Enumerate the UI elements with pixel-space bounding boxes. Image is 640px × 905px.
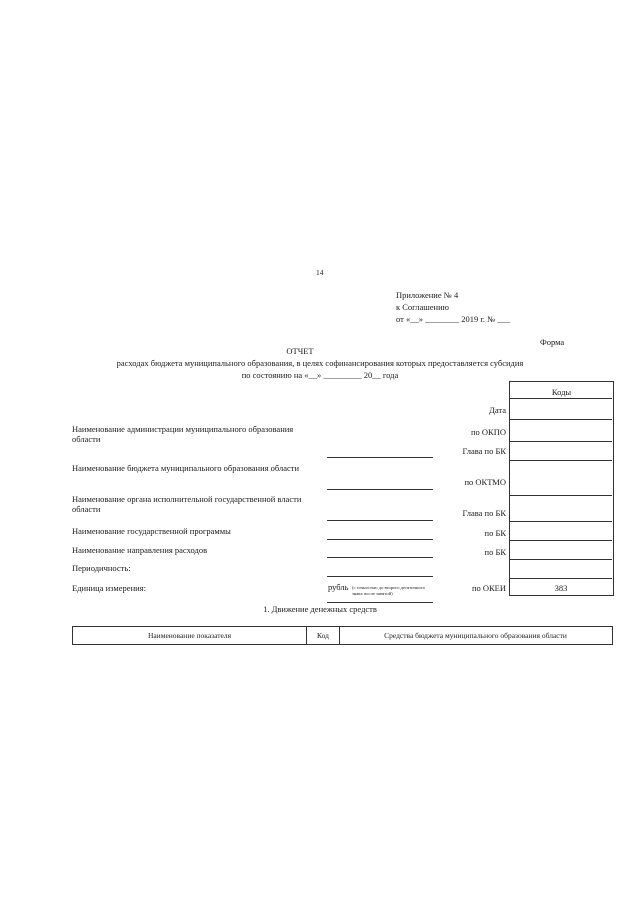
admin-name-label: Наименование администрации муниципального образования области: [72, 424, 294, 444]
codes-divider: [510, 559, 612, 560]
periodicity-label: Периодичность:: [72, 563, 131, 573]
budget-name-field: [327, 489, 433, 490]
okei-code-value: 383: [554, 583, 568, 593]
form-label: Форма: [540, 337, 565, 347]
bk-label-2: по БК: [484, 547, 506, 557]
appendix-line-1: Приложение № 4: [396, 290, 459, 300]
table-col-municipal-funds: Средства бюджета муниципального образования области: [384, 631, 567, 640]
codes-divider: [510, 578, 612, 579]
okpo-label: по ОКПО: [470, 427, 506, 437]
page-number: 14: [316, 268, 324, 277]
appendix-line-3: от «__» ________ 2019 г. № ___: [396, 314, 511, 324]
codes-divider: [510, 540, 612, 541]
organ-name-field: [327, 520, 433, 521]
organ-name-label: Наименование органа исполнительной государственной власти области: [72, 494, 302, 514]
codes-divider: [510, 398, 612, 399]
glava-bk-label-2: Глава по БК: [462, 508, 506, 518]
program-name-field: [327, 539, 433, 540]
bk-label: по БК: [484, 528, 506, 538]
unit-field: [327, 602, 433, 603]
date-label: Дата: [489, 405, 506, 415]
periodicity-field: [327, 576, 433, 577]
report-title: ОТЧЕТ: [286, 346, 314, 356]
codes-divider: [510, 419, 612, 420]
unit-value: рубль: [328, 582, 349, 592]
direction-name-label: Наименование направления расходов: [72, 545, 208, 555]
oktmo-label: по ОКТМО: [464, 477, 506, 487]
budget-name-label: Наименование бюджета муниципального образования области: [72, 463, 300, 473]
glava-bk-label: Глава по БК: [462, 446, 506, 456]
program-name-label: Наименование государственной программы: [72, 526, 231, 536]
report-date-line: по состоянию на «__» _________ 20__ года: [241, 370, 399, 380]
section-1-title: 1. Движение денежных средств: [263, 604, 377, 614]
unit-precision-note: (с точностью до второго десятичного знака после запятой): [352, 585, 425, 596]
table-col-indicator-name: Наименование показателя: [147, 631, 232, 640]
table-col-code: Код: [317, 631, 329, 640]
okei-label: по ОКЕИ: [471, 583, 506, 593]
report-subtitle: расходах бюджета муниципального образования, в целях софинансирования которых предоставляется субсидия: [116, 358, 524, 368]
appendix-line-2: к Соглашению: [396, 302, 450, 312]
codes-divider: [510, 495, 612, 496]
codes-divider: [510, 521, 612, 522]
admin-name-field: [327, 457, 433, 458]
direction-name-field: [327, 557, 433, 558]
unit-label: Единица измерения:: [72, 583, 146, 593]
codes-divider: [510, 441, 612, 442]
codes-header: Коды: [551, 387, 572, 397]
codes-divider: [510, 460, 612, 461]
codes-column: [509, 381, 614, 596]
